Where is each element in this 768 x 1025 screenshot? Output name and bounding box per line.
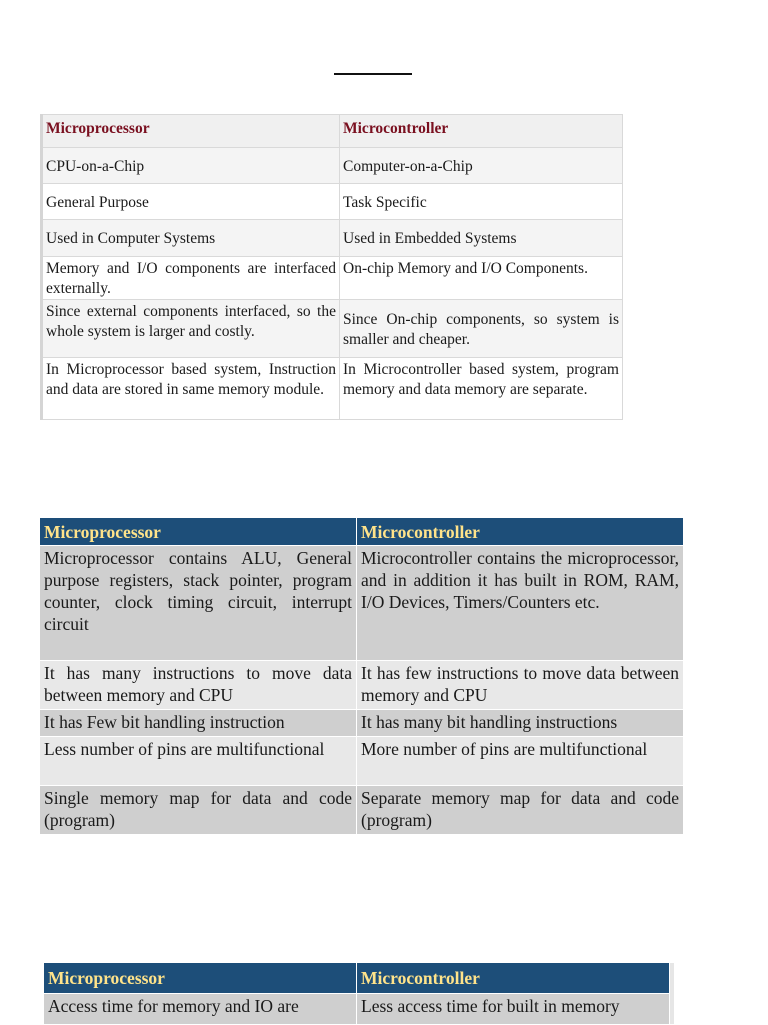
table-cell: It has few instructions to move data between memory and CPU	[357, 661, 684, 710]
comparison-table-1	[40, 114, 623, 420]
comparison-table-2	[40, 518, 684, 835]
header-microcontroller: Microcontroller	[357, 963, 670, 993]
table-cell: CPU-on-a-Chip	[42, 148, 340, 184]
table-cell: It has many bit handling instructions	[357, 710, 684, 737]
table-row	[42, 148, 623, 184]
table-cell: Separate memory map for data and code (program)	[357, 786, 684, 835]
header-microprocessor: Microprocessor	[44, 963, 357, 993]
table-row	[42, 300, 623, 358]
header-microcontroller: Microcontroller	[357, 518, 684, 546]
table-row	[42, 358, 623, 420]
header-microprocessor: Microprocessor	[40, 518, 357, 546]
table-cell: Less number of pins are multifunctional	[40, 737, 357, 786]
table-cell: Single memory map for data and code (program)	[40, 786, 357, 835]
table-row	[40, 786, 684, 835]
table-header-row	[44, 963, 670, 993]
table-cell: Access time for memory and IO are	[44, 993, 357, 1024]
header-microcontroller: Microcontroller	[340, 115, 623, 148]
table-cell: In Microprocessor based system, Instruction and data are stored in same memory module.	[42, 358, 340, 420]
table-cell: General Purpose	[42, 184, 340, 220]
table-shadow	[670, 963, 674, 1024]
table-cell: It has many instructions to move data between memory and CPU	[40, 661, 357, 710]
table-row	[42, 220, 623, 257]
table-cell: Since external components interfaced, so the whole system is larger and costly.	[42, 300, 340, 358]
comparison-table-3	[44, 963, 670, 1025]
table-row	[42, 257, 623, 300]
table-cell: In Microcontroller based system, program memory and data memory are separate.	[340, 358, 623, 420]
table-cell: Microcontroller contains the microprocessor, and in addition it has built in ROM, RAM, I/O Devices, Timers/Counters etc.	[357, 546, 684, 661]
table-row	[42, 184, 623, 220]
table-header-row	[40, 518, 684, 546]
table-header-row	[42, 115, 623, 148]
table-cell: Used in Embedded Systems	[340, 220, 623, 257]
table-cell: Memory and I/O components are interfaced externally.	[42, 257, 340, 300]
table-cell: Used in Computer Systems	[42, 220, 340, 257]
table-cell: It has Few bit handling instruction	[40, 710, 357, 737]
header-microprocessor: Microprocessor	[42, 115, 340, 148]
table-cell: Task Specific	[340, 184, 623, 220]
table-cell: Less access time for built in memory	[357, 993, 670, 1024]
table-row	[44, 993, 670, 1024]
table-cell: On-chip Memory and I/O Components.	[340, 257, 623, 300]
table-cell: Since On-chip components, so system is smaller and cheaper.	[340, 300, 623, 358]
table-cell: Computer-on-a-Chip	[340, 148, 623, 184]
table-row	[40, 661, 684, 710]
title-underline	[334, 73, 412, 75]
table-row	[40, 546, 684, 661]
table-cell: Microprocessor contains ALU, General purpose registers, stack pointer, program counter, clock timing circuit, interrupt circuit	[40, 546, 357, 661]
table-row	[40, 737, 684, 786]
table-row	[40, 710, 684, 737]
table-cell: More number of pins are multifunctional	[357, 737, 684, 786]
